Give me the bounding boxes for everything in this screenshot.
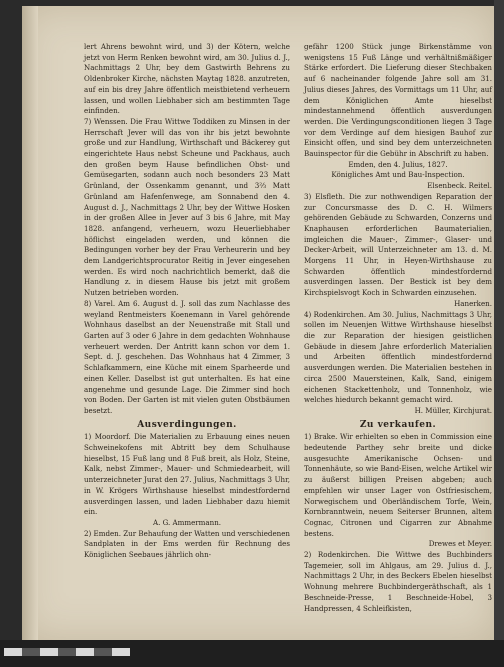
paragraph-rodenkirchen-2: 2) Rodenkirchen. Die Wittwe des Buchbinders Tagemeier, soll im Ahlgaus, am 29. Julius d. J., Nachmittags 2 Uhr, in des Beckers Ebelen hieselbst Wohnung mehrere Buchbindergeräthschaft, als 1 Beschneide-Presse, 1 Beschneide-Hobel, 3 Handpressen, 4 Schleifkisten, [304,550,492,613]
right-column [304,42,492,614]
left-column [84,42,290,561]
scale-segment [58,648,76,656]
paragraph-emden-continued: gefähr 1200 Stück junge Birkenstämme von wenigstens 15 Fuß Länge und verhältnißmäßiger Stärke erfordert. Die Lieferung dieser Stechbaken auf 6 nacheinander folgende Jahre soll am 31. Julius dieses Jahres, des Vormittags um 11 Uhr, auf dem Königlichen Amte hieselbst mindestannehmend öffentlich ausverdungen werden. Die Verdingungsconditionen liegen 3 Tage vor dem Verdinge auf dem hiesigen Bauhof zur Einsicht offen, und sind bey dem unterzeichneten Bauinspector für die Gebühr in Abschrift zu haben. [304,42,492,159]
scale-segment [40,648,58,656]
paragraph-brake: 1) Brake. Wir erhielten so eben in Commission eine bedeutende Parthey sehr breite und dicke ausgesuchte Amerikanische Ochsen- und Tonnenhäute, so wie Band-Eisen, welche Artikel wir zu äußerst billigen Preisen abgeben; auch empfehlen wir unser Lager von Ostfriesischem, Norwegischem und Oberländischem Torfe, Wein, Kornbranntwein, neuem Seiterser Brunnen, altem Cognac, Citronen und Cigarren zur Abnahme bestens. [304,432,492,538]
section-heading-zu-verkaufen: Zu verkaufen. [359,419,437,430]
paragraph-elsfleth: 3) Elsfleth. Die zur nothwendigen Reparation der zur Concursmasse des D. C. H. Wilmers gehörenden Gebäude zu Schwarden, Conzerns und Knaphausen erforderlichen Baumaterialien, imgleichen die Mauer-, Zimmer-, Glaser- und Decker-Arbeit, will Unterzeichneter am 13. d. M. Morgens 11 Uhr, in Heyen-Wirthshause zu Schwarden öffentlich mindestfordernd ausverdingen lassen. Der Bestick ist bey dem Kirchspielsvogt Koch in Schwarden einzusehen. [304,191,492,298]
signature-mueller: H. Müller, Kirchjurat. [414,405,492,415]
scale-segment [22,648,40,656]
paragraph-rodenkirchen-1: 4) Rodenkirchen. Am 30. Julius, Nachmittags 3 Uhr, sollen im Neuenjen Wittwe Wirthshause hieselbst die zur Reparation der hiesigen geistlichen Gebäude in diesem Jahre erforderlich Materialien und Arbeiten öffentlich mindestfordernd ausverdungen werden. Die Materialien bestehen in circa 2500 Mauersteinen, Kalk, Sand, einigem eichenen Stackettenholz, und Tonnenholz, wie welches hiedurch bekannt gemacht wird. [304,309,492,405]
page-gutter [22,6,38,640]
paragraph-minsen: 7) Wenssen. Die Frau Wittwe Toddiken zu Minsen in der Herrschaft Jever will das von ihr bis jetzt bewohnte große und zur Handlung, Wirthschaft und Bäckerey gut eingerichtete Haus nebst Scheune und Packhaus, auch den großen beym Hause befindlichen Obst- und Gemüsegarten, sodann auch noch besonders 23 Matt Grünland, der Ossenkamm genannt, und 3⅔ Matt Grünland am Hafenfenwege, am Sonnabend den 4. August d. J., Nachmittags 2 Uhr, bey der Wittwe Hosken in der großen Allee in Jever auf 3 bis 6 Jahre, mit May 1828. anfangend, verheuern, wozu Heuerliebhaber höflichst eingeladen werden, und können die Bedingungen vorher bey der Frau Verheurerin und bey dem Landgerichtsprocurator Reitig in Jever eingesehen werden. Es wird noch nachrichtlich bemerkt, daß die Handlung z. in diesem Hause bis jetzt mit großem Nutzen betrieben worden. [84,116,290,298]
scale-segment [94,648,112,656]
section-heading-ausverdingungen: Ausverdingungen. [137,419,237,430]
scale-segment [76,648,94,656]
scale-segment [4,648,22,656]
paragraph-verheuerung-ahrens: lert Ahrens bewohnt wird, und 3) der Kötern, welche jetzt von Herm Renken bewohnt wird, am 30. Julius d. J., Nachmittags 2 Uhr, bey dem Gastwirth Behrens zu Oldenbroker Kirche, nächsten Maytag 1828. anzutreten, auf ein bis drey Jahre öffentlich meistbietend verheuern lassen, und wollen Liebhaber sich am bestimmten Tage einfinden. [84,42,290,116]
paragraph-varel: 8) Varel. Am 6. August d. J. soll das zum Nachlasse des weyland Rentmeisters Koenemann in Varel gehörende Wohnhaus daselbst an der Neuenstraße mit Stall und Garten auf 3 oder 6 Jahre in dem gedachten Wohnhause verheuert werden. Der Antritt kann schon vor dem 1. Sept. d. J. geschehen. Das Wohnhaus hat 4 Zimmer, 3 Schlafkammern, eine Küche mit einem Sparheerde und einen Keller. Daselbst ist gut unterhalten. Es hat eine angenehme und gesunde Lage. Die Zimmer sind hoch von Boden. Der Garten ist mit vielen guten Obstbäumen besetzt. [84,298,290,415]
newspaper-page [22,6,496,640]
signature-ammermann: A. G. Ammermann. [152,517,222,527]
paragraph-emden: 2) Emden. Zur Behaufung der Watten und verschiedenen Sandplaten in der Ems werden für Rechnung des Königlichen Seebaues jährlich ohn- [84,528,291,560]
color-scale-bar [4,648,130,656]
paragraph-moordorf: 1) Moordorf. Die Materialien zu Erbauung eines neuen Schweinekofens mit Abtritt bey dem Schulhause hieselbst, 15 Fuß lang und 8 Fuß breit, als Holz, Steine, Kalk, nebst Zimmer-, Mauer- und Schmiedearbeit, will unterzeichneter Jurat den 27. Julius, Nachmittags 3 Uhr, in W. Krögers Wirthshause hieselbst mindestfordernd ausverdingen lassen, und laden Liebhaber dazu hiemit ein. [84,432,290,517]
page-edge [494,0,504,640]
date-emden: Emden, den 4. Julius, 1827. [348,159,448,169]
authority-emden: Königliches Amt und Bau-Inspection. [331,170,465,180]
signature-hanerken: Hanerken. [454,298,492,308]
scale-segment [112,648,130,656]
signature-drewes-meyer: Drewes et Meyer. [428,539,492,549]
signatures-emden: Elsenbeck. Reitel. [427,181,492,191]
